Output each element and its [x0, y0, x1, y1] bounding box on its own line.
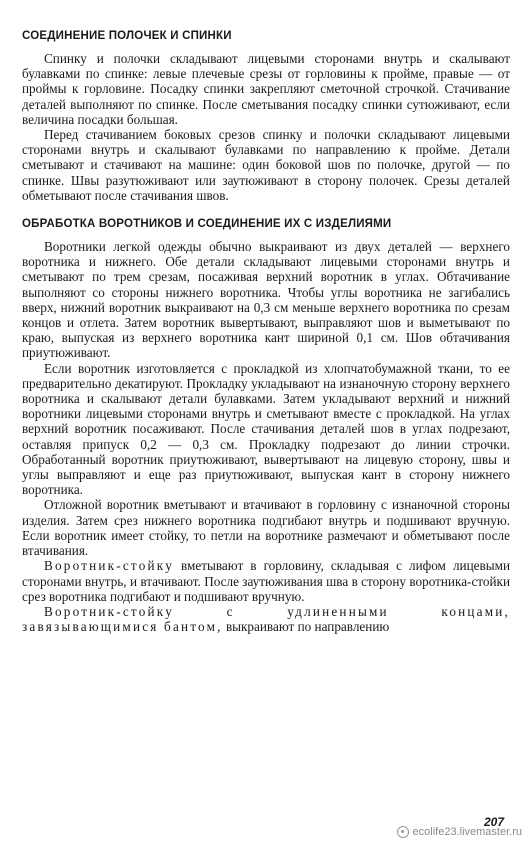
watermark	[397, 826, 522, 838]
paragraph	[22, 604, 510, 634]
section-heading-1: СОЕДИНЕНИЕ ПОЛОЧЕК И СПИНКИ	[22, 30, 232, 42]
spaced-term: Воротник-стойку с удлиненными концами, завязывающимися бантом,	[22, 603, 510, 635]
paragraph: Спинку и полочки складывают лицевыми сторонами внутрь и скалывают булавками по спинке: левые плечевые срезы от горловины к пройме, правые — от проймы к горловине. Посадку спинки закрепляют сметочной строчкой. Стачивание деталей выполняют по спинке. После сметывания посадку спинки сутюживают, если величина посадки большая.	[22, 51, 510, 127]
paragraph	[22, 558, 510, 604]
paragraph: Если воротник изготовляется с прокладкой из хлопчатобумажной ткани, то ее предварительно декатируют. Прокладку укладывают на изнаночную сторону верхнего воротника и скалывают детали булавками. Затем укладывают верхний и нижний воротники лицевыми сторонами внутрь и сметывают вместе с прокладкой. На углах верхний воротник посаживают. После стачивания деталей шов в углах подрезают, оставляя припуск 0,2 — 0,3 см. Прокладку подрезают до линии строчки. Обработанный воротник приутюживают, вывертывают на лицевую сторону, швы и углы выправляют и еще раз приутюживают, выпуская кант в сторону нижнего воротника.	[22, 360, 510, 498]
spaced-term: Воротник-стойку	[44, 558, 174, 574]
paragraph: Перед стачиванием боковых срезов спинку и полочки складывают лицевыми сторонами внутрь и скалывают булавками по направлению к пройме. Детали сметывают и стачивают на машине: один боковой шов по полочке, другой — по спинке. Швы разутюживают или заутюживают в сторону полочек. Срезы деталей обметывают после стачивания швов.	[22, 127, 510, 203]
section-heading-2: ОБРАБОТКА ВОРОТНИКОВ И СОЕДИНЕНИЕ ИХ С ИЗДЕЛИЯМИ	[22, 218, 392, 231]
watermark-text: ecolife23.livemaster.ru	[412, 826, 522, 838]
paragraph: Воротники легкой одежды обычно выкраивают из двух деталей — верхнего воротника и нижнего. Обе детали складывают лицевыми сторонами внутрь и сметывают по трем срезам, посаживая верхний воротник в углах. Обтачивание выполняют со стороны нижнего воротника. Чтобы углы воротника не загибались вверх, нижний воротник выкраивают на 0,3 см меньше верхнего воротника по срезам концов и отлета. Затем воротник вывертывают, выправляют шов и выметывают по краю, выпуская из верхнего воротника кант шириной 0,1 см. Шов обтачивания приутюживают.	[22, 239, 510, 361]
livemaster-logo-icon	[397, 826, 409, 838]
paragraph-text: вметывают в горловину, складывая с лифом лицевыми сторонами внутрь, и втачивают. После заутюживания шва в сторону воротника-стойки срез воротника подгибают и подшивают вручную.	[22, 558, 510, 604]
paragraph: Отложной воротник вметывают и втачивают в горловину с изнаночной стороны изделия. Затем срез нижнего воротника подгибают внутрь и подшивают вручную. Если воротник имеет стойку, то петли на воротнике размечают и обметывают после втачивания.	[22, 497, 510, 559]
page-number: 207	[483, 815, 504, 829]
paragraph-text: выкраивают по направлению	[222, 619, 390, 635]
book-page	[22, 30, 510, 634]
